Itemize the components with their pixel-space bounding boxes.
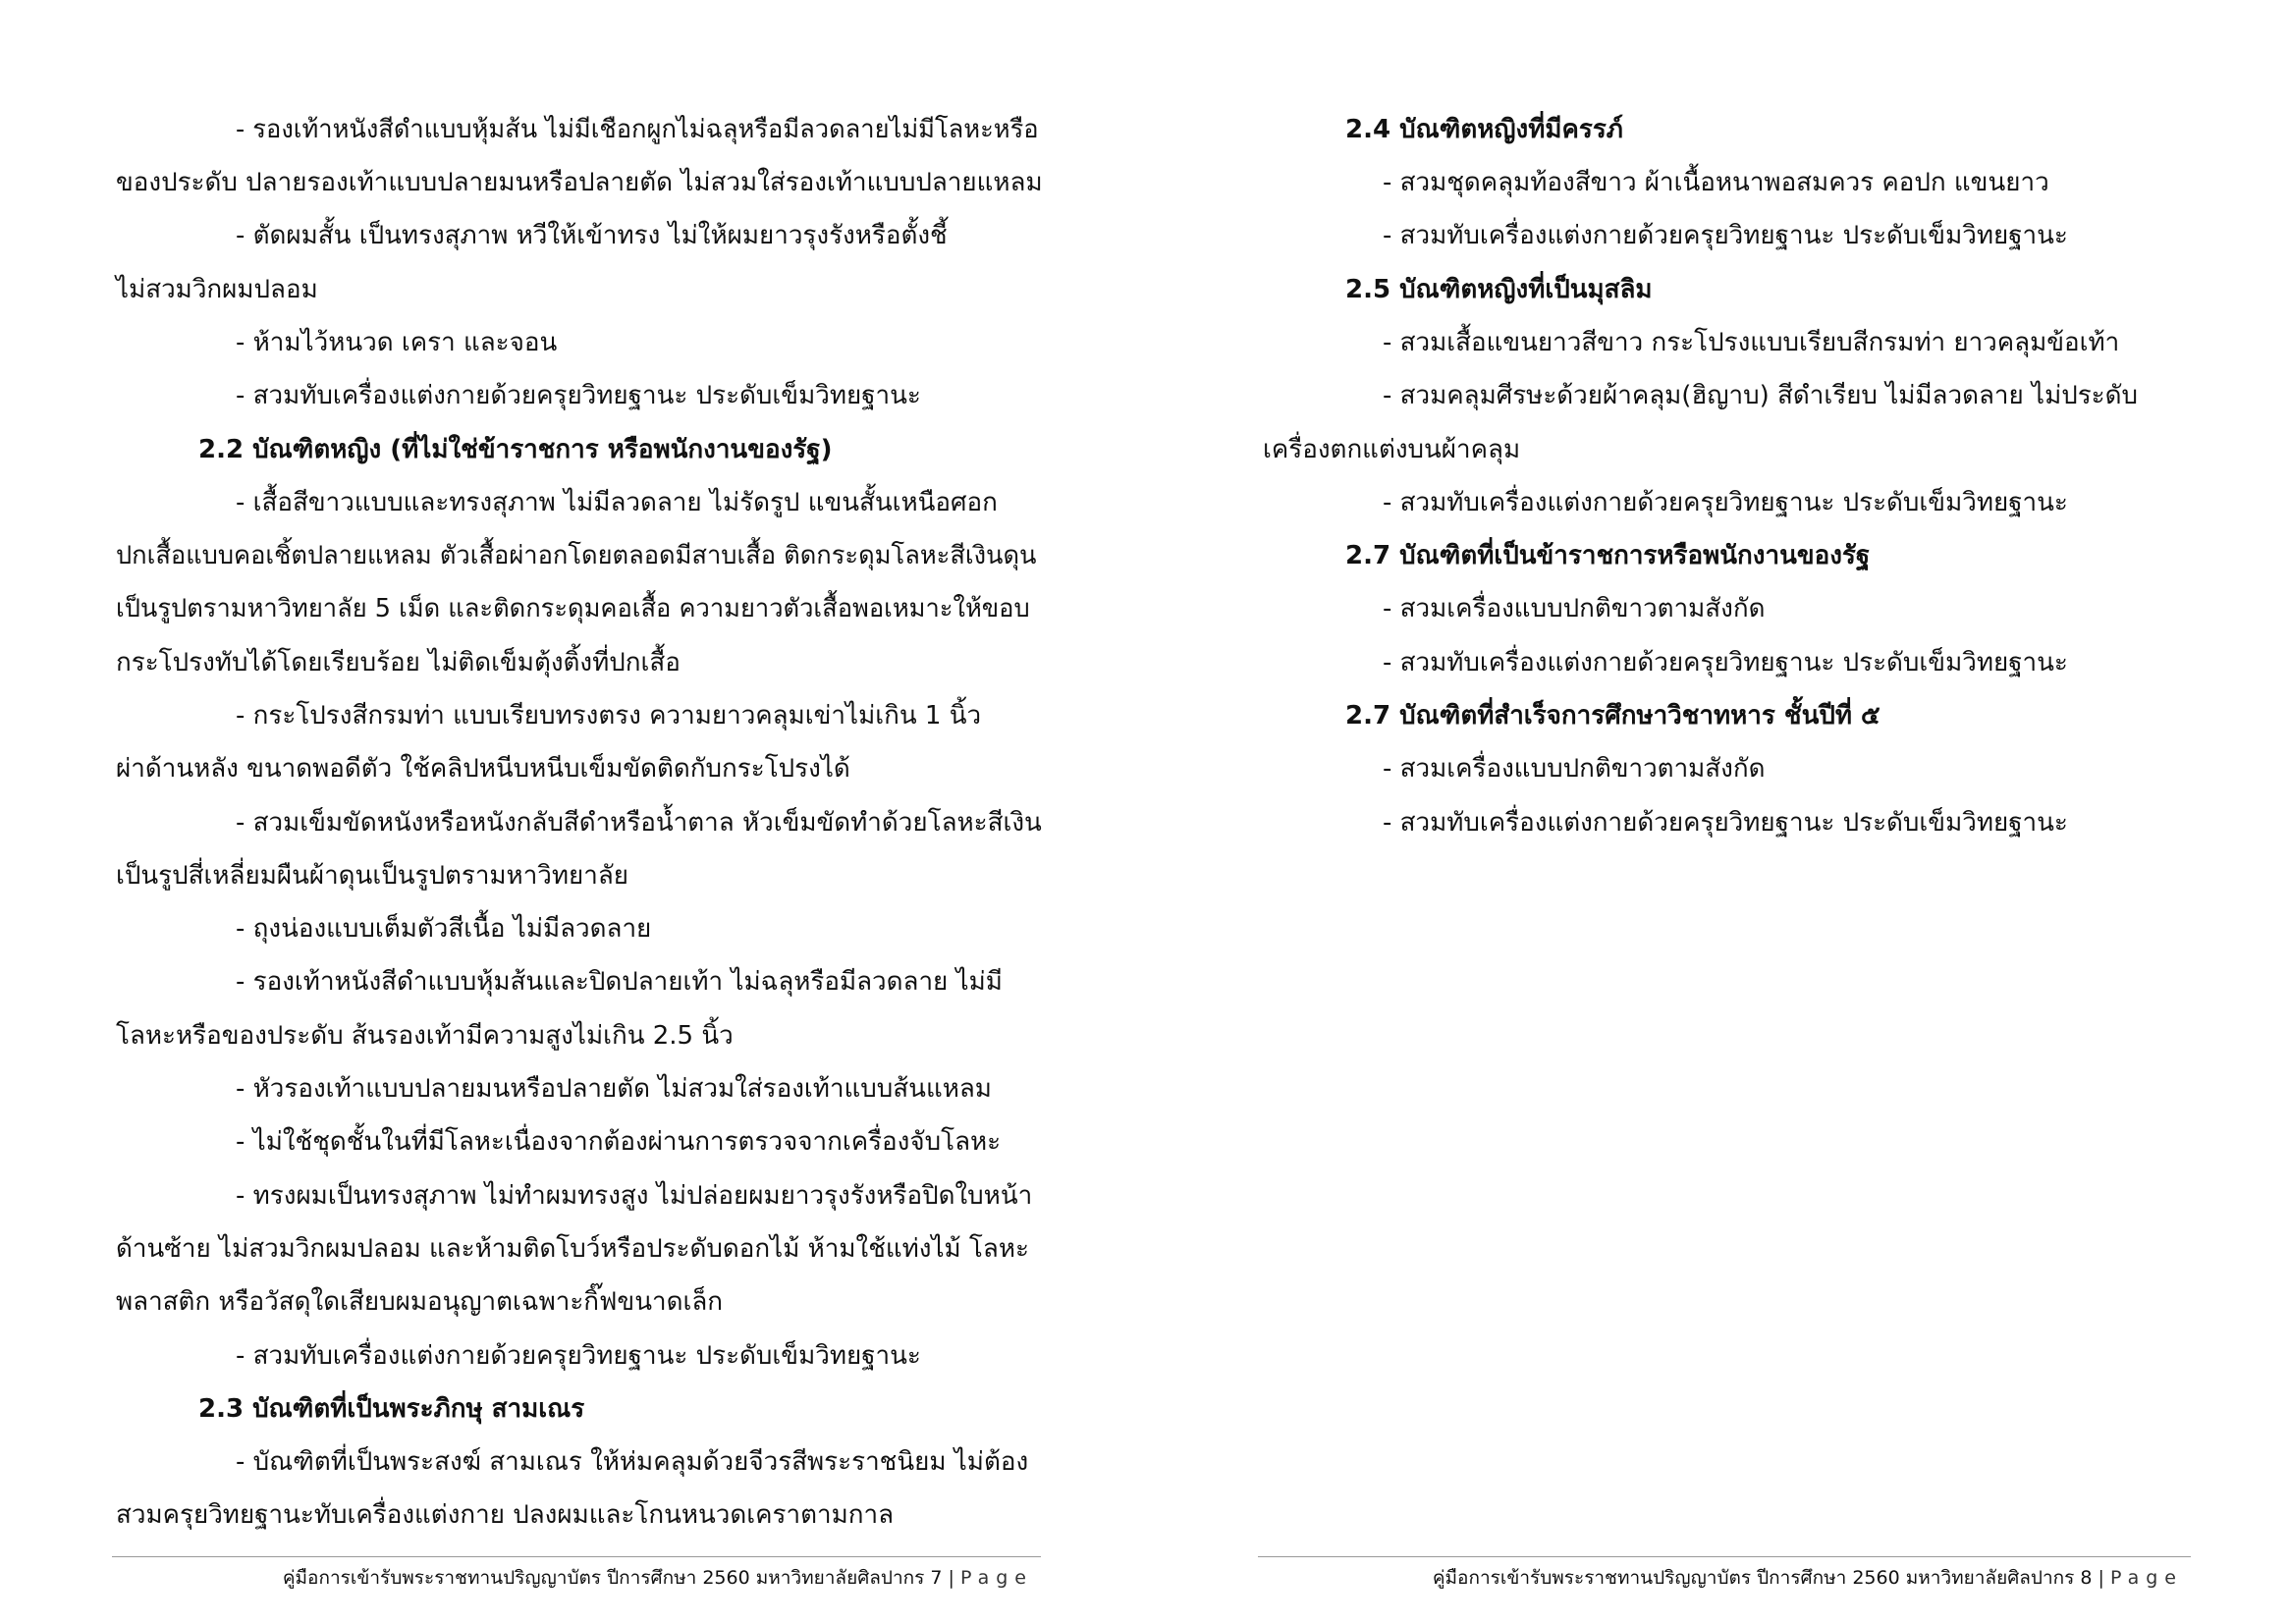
paragraph-line: - สวมทับเครื่องแต่งกายด้วยครุยวิทยฐานะ ประดับเข็มวิทยฐานะ: [236, 1341, 921, 1371]
paragraph-line: ไม่สวมวิกผมปลอม: [116, 275, 318, 304]
section-heading-2-4: 2.4 บัณฑิตหญิงที่มีครรภ์: [1345, 115, 1623, 144]
paragraph-line: โลหะหรือของประดับ ส้นรองเท้ามีความสูงไม่เกิน 2.5 นิ้ว: [116, 1021, 734, 1051]
paragraph-line: กระโปรงทับได้โดยเรียบร้อย ไม่ติดเข็มตุ้งติ้งที่ปกเสื้อ: [116, 648, 681, 677]
paragraph-line: - บัณฑิตที่เป็นพระสงฆ์ สามเณร ให้ห่มคลุมด้วยจีวรสีพระราชนิยม ไม่ต้อง: [236, 1447, 1029, 1477]
section-heading-2-5: 2.5 บัณฑิตหญิงที่เป็นมุสลิม: [1345, 275, 1653, 304]
section-heading-2-2: 2.2 บัณฑิตหญิง (ที่ไม่ใช่ข้าราชการ หรือพนักงานของรัฐ): [198, 435, 833, 464]
paragraph-line: - สวมเข็มขัดหนังหรือหนังกลับสีดำหรือน้ำตาล หัวเข็มขัดทำด้วยโลหะสีเงิน: [236, 808, 1042, 838]
paragraph-line: - ห้ามไว้หนวด เครา และจอน: [236, 328, 558, 357]
paragraph-line: - ไม่ใช้ชุดชั้นในที่มีโลหะเนื่องจากต้องผ่านการตรวจจากเครื่องจับโลหะ: [236, 1127, 1002, 1157]
paragraph-line: - เสื้อสีขาวแบบและทรงสุภาพ ไม่มีลวดลาย ไม่รัดรูป แขนสั้นเหนือศอก: [236, 488, 998, 517]
paragraph-line: เครื่องตกแต่งบนผ้าคลุม: [1263, 435, 1521, 464]
paragraph-line: - หัวรองเท้าแบบปลายมนหรือปลายตัด ไม่สวมใส่รองเท้าแบบส้นแหลม: [236, 1074, 992, 1104]
footer-separator: |: [948, 1567, 954, 1589]
paragraph-line: ผ่าด้านหลัง ขนาดพอดีตัว ใช้คลิปหนีบหนีบเข็มขัดติดกับกระโปรงได้: [116, 754, 850, 784]
paragraph-line: ของประดับ ปลายรองเท้าแบบปลายมนหรือปลายตัด ไม่สวมใส่รองเท้าแบบปลายแหลม: [116, 168, 1043, 197]
page-label: Page: [960, 1567, 1033, 1589]
left-page: [0, 0, 1139, 1624]
paragraph-line: - รองเท้าหนังสีดำแบบหุ้มส้นและปิดปลายเท้า ไม่ฉลุหรือมีลวดลาย ไม่มี: [236, 967, 1003, 997]
paragraph-line: - กระโปรงสีกรมท่า แบบเรียบทรงตรง ความยาวคลุมเข่าไม่เกิน 1 นิ้ว: [236, 701, 982, 731]
paragraph-line: - สวมชุดคลุมท้องสีขาว ผ้าเนื้อหนาพอสมควร คอปก แขนยาว: [1383, 168, 2049, 197]
paragraph-line: - รองเท้าหนังสีดำแบบหุ้มส้น ไม่มีเชือกผูกไม่ฉลุหรือมีลวดลายไม่มีโลหะหรือ: [236, 115, 1039, 144]
paragraph-line: - สวมเครื่องแบบปกติขาวตามสังกัด: [1383, 754, 1766, 784]
paragraph-line: - สวมเครื่องแบบปกติขาวตามสังกัด: [1383, 594, 1766, 623]
footer-title: คู่มือการเข้ารับพระราชทานปริญญาบัตร ปีการศึกษา 2560 มหาวิทยาลัยศิลปากร: [282, 1567, 925, 1589]
footer-divider: [112, 1556, 1041, 1557]
page-number: 8: [2080, 1567, 2093, 1589]
paragraph-line: - ตัดผมสั้น เป็นทรงสุภาพ หวีให้เข้าทรง ไม่ให้ผมยาวรุงรังหรือตั้งชี้: [236, 221, 948, 250]
paragraph-line: - สวมคลุมศีรษะด้วยผ้าคลุม(ฮิญาบ) สีดำเรียบ ไม่มีลวดลาย ไม่ประดับ: [1383, 381, 2139, 410]
paragraph-line: - สวมทับเครื่องแต่งกายด้วยครุยวิทยฐานะ ประดับเข็มวิทยฐานะ: [1383, 808, 2068, 838]
footer-divider: [1258, 1556, 2191, 1557]
right-page: [1144, 0, 2289, 1624]
paragraph-line: - สวมเสื้อแขนยาวสีขาว กระโปรงแบบเรียบสีกรมท่า ยาวคลุมข้อเท้า: [1383, 328, 2120, 357]
page-footer: [1433, 1565, 2183, 1591]
paragraph-line: - สวมทับเครื่องแต่งกายด้วยครุยวิทยฐานะ ประดับเข็มวิทยฐานะ: [1383, 488, 2068, 517]
paragraph-line: ด้านซ้าย ไม่สวมวิกผมปลอม และห้ามติดโบว์หรือประดับดอกไม้ ห้ามใช้แท่งไม้ โลหะ: [116, 1234, 1029, 1264]
paragraph-line: - สวมทับเครื่องแต่งกายด้วยครุยวิทยฐานะ ประดับเข็มวิทยฐานะ: [236, 381, 921, 410]
footer-separator: |: [2098, 1567, 2104, 1589]
footer-title: คู่มือการเข้ารับพระราชทานปริญญาบัตร ปีการศึกษา 2560 มหาวิทยาลัยศิลปากร: [1432, 1567, 2075, 1589]
paragraph-line: ปกเสื้อแบบคอเชิ้ตปลายแหลม ตัวเสื้อผ่าอกโดยตลอดมีสาบเสื้อ ติดกระดุมโลหะสีเงินดุน: [116, 541, 1037, 570]
paragraph-line: เป็นรูปสี่เหลี่ยมผืนผ้าดุนเป็นรูปตรามหาวิทยาลัย: [116, 861, 629, 891]
page-number: 7: [930, 1567, 943, 1589]
paragraph-line: - ทรงผมเป็นทรงสุภาพ ไม่ทำผมทรงสูง ไม่ปล่อยผมยาวรุงรังหรือปิดใบหน้า: [236, 1181, 1033, 1211]
section-heading-2-7-military: 2.7 บัณฑิตที่สำเร็จการศึกษาวิชาทหาร ชั้นปีที่ ๕: [1345, 701, 1880, 731]
paragraph-line: พลาสติก หรือวัสดุใดเสียบผมอนุญาตเฉพาะกิ๊ฟขนาดเล็ก: [116, 1287, 724, 1317]
page-footer: [283, 1565, 1033, 1591]
paragraph-line: เป็นรูปตรามหาวิทยาลัย 5 เม็ด และติดกระดุมคอเสื้อ ความยาวตัวเสื้อพอเหมาะให้ขอบ: [116, 594, 1030, 623]
page-label: Page: [2110, 1567, 2183, 1589]
section-heading-2-3: 2.3 บัณฑิตที่เป็นพระภิกษุ สามเณร: [198, 1394, 585, 1424]
paragraph-line: - สวมทับเครื่องแต่งกายด้วยครุยวิทยฐานะ ประดับเข็มวิทยฐานะ: [1383, 221, 2068, 250]
section-heading-2-7-civil: 2.7 บัณฑิตที่เป็นข้าราชการหรือพนักงานของรัฐ: [1345, 541, 1871, 570]
paragraph-line: สวมครุยวิทยฐานะทับเครื่องแต่งกาย ปลงผมและโกนหนวดเคราตามกาล: [116, 1500, 895, 1530]
paragraph-line: - สวมทับเครื่องแต่งกายด้วยครุยวิทยฐานะ ประดับเข็มวิทยฐานะ: [1383, 648, 2068, 677]
paragraph-line: - ถุงน่องแบบเต็มตัวสีเนื้อ ไม่มีลวดลาย: [236, 914, 652, 944]
